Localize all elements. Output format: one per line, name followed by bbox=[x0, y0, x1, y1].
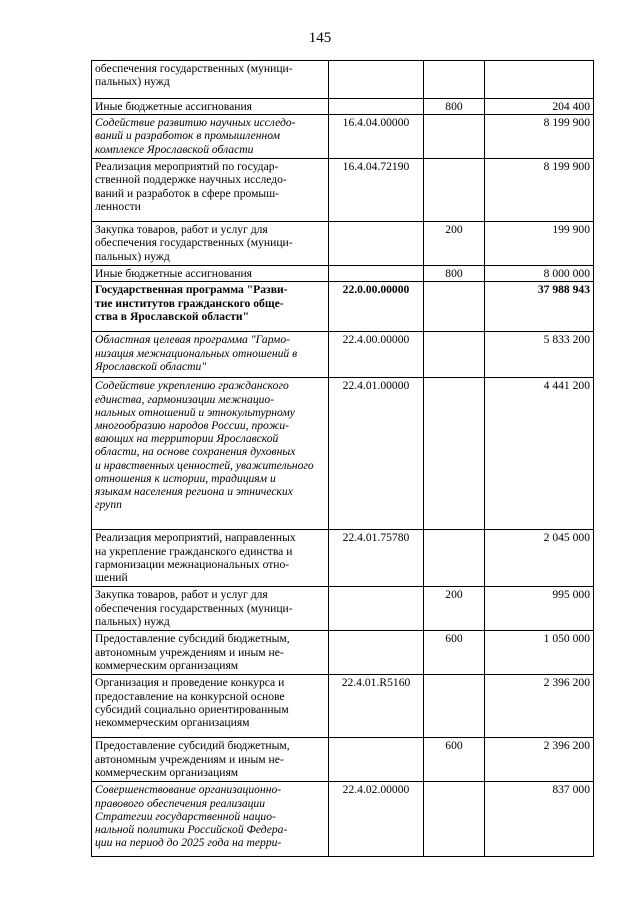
row-name-cell: Закупка товаров, работ и услуг для обеспечения государственных (муници- пальных) нужд bbox=[92, 222, 329, 266]
row-name-cell: Совершенствование организационно- правового обеспечения реализации Стратегии государственной нацио- нальной политики Российской Федера- ции на период до 2025 года на терри- bbox=[92, 782, 329, 857]
row-amount-cell: 4 441 200 bbox=[485, 378, 594, 530]
table-row bbox=[92, 530, 594, 587]
row-amount-cell: 8 199 900 bbox=[485, 159, 594, 222]
row-name-cell: обеспечения государственных (муници- пальных) нужд bbox=[92, 61, 329, 99]
row-type-cell bbox=[424, 530, 485, 587]
row-code-cell: 16.4.04.72190 bbox=[329, 159, 424, 222]
row-code-cell bbox=[329, 222, 424, 266]
row-code-cell bbox=[329, 99, 424, 115]
row-code-cell: 22.0.00.00000 bbox=[329, 282, 424, 332]
row-name-cell: Содействие развитию научных исследо- ваний и разработок в промышленном комплексе Ярославской области bbox=[92, 115, 329, 159]
row-code-cell: 22.4.00.00000 bbox=[329, 332, 424, 378]
row-name-cell: Реализация мероприятий по государ- ственной поддержке научных исследо- ваний и разработок в сфере промыш- ленности bbox=[92, 159, 329, 222]
table-row bbox=[92, 782, 594, 857]
row-amount-cell: 2 045 000 bbox=[485, 530, 594, 587]
row-amount-cell bbox=[485, 61, 594, 99]
table-row bbox=[92, 332, 594, 378]
row-type-cell bbox=[424, 159, 485, 222]
row-type-cell: 600 bbox=[424, 631, 485, 675]
table-row bbox=[92, 99, 594, 115]
row-type-cell bbox=[424, 61, 485, 99]
row-amount-cell: 8 199 900 bbox=[485, 115, 594, 159]
row-name-cell: Закупка товаров, работ и услуг для обеспечения государственных (муници- пальных) нужд bbox=[92, 587, 329, 631]
row-amount-cell: 2 396 200 bbox=[485, 675, 594, 738]
table-row bbox=[92, 738, 594, 782]
row-type-cell: 800 bbox=[424, 266, 485, 282]
row-amount-cell: 204 400 bbox=[485, 99, 594, 115]
row-code-cell bbox=[329, 61, 424, 99]
row-type-cell bbox=[424, 332, 485, 378]
row-code-cell: 22.4.02.00000 bbox=[329, 782, 424, 857]
row-type-cell bbox=[424, 115, 485, 159]
row-amount-cell: 37 988 943 bbox=[485, 282, 594, 332]
row-name-cell: Иные бюджетные ассигнования bbox=[92, 266, 329, 282]
table-row bbox=[92, 159, 594, 222]
row-name-cell: Государственная программа "Разви- тие институтов гражданского обще- ства в Ярославской области" bbox=[92, 282, 329, 332]
row-amount-cell: 5 833 200 bbox=[485, 332, 594, 378]
row-amount-cell: 2 396 200 bbox=[485, 738, 594, 782]
row-code-cell bbox=[329, 738, 424, 782]
row-name-cell: Иные бюджетные ассигнования bbox=[92, 99, 329, 115]
table-row bbox=[92, 631, 594, 675]
row-amount-cell: 1 050 000 bbox=[485, 631, 594, 675]
table-row bbox=[92, 675, 594, 738]
row-type-cell bbox=[424, 282, 485, 332]
row-name-cell: Областная целевая программа "Гармо- низация межнациональных отношений в Ярославской области" bbox=[92, 332, 329, 378]
row-name-cell: Реализация мероприятий, направленных на укрепление гражданского единства и гармонизации межнациональных отно- шений bbox=[92, 530, 329, 587]
row-type-cell bbox=[424, 378, 485, 530]
row-type-cell bbox=[424, 675, 485, 738]
row-type-cell: 600 bbox=[424, 738, 485, 782]
page-number: 145 bbox=[308, 30, 332, 46]
row-type-cell bbox=[424, 782, 485, 857]
table-row bbox=[92, 115, 594, 159]
table-row bbox=[92, 61, 594, 99]
row-code-cell: 22.4.01.75780 bbox=[329, 530, 424, 587]
row-name-cell: Предоставление субсидий бюджетным, автономным учреждениям и иным не- коммерческим организациям bbox=[92, 631, 329, 675]
row-name-cell: Организация и проведение конкурса и предоставление на конкурсной основе субсидий социально ориентированным некоммерческим организациям bbox=[92, 675, 329, 738]
row-code-cell: 22.4.01.00000 bbox=[329, 378, 424, 530]
row-type-cell: 800 bbox=[424, 99, 485, 115]
row-type-cell: 200 bbox=[424, 222, 485, 266]
row-code-cell: 22.4.01.R5160 bbox=[329, 675, 424, 738]
row-code-cell: 16.4.04.00000 bbox=[329, 115, 424, 159]
table-row bbox=[92, 282, 594, 332]
row-name-cell: Содействие укреплению гражданского единства, гармонизации межнацио- нальных отношений и этнокультурному многообразию народов России, прожи- вающих на территории Ярославской области, на основе сохранения духовных и нравственных ценностей, уважительного отношения к истории, традициям и языкам населения региона и этнических групп bbox=[92, 378, 329, 530]
table-row bbox=[92, 222, 594, 266]
row-code-cell bbox=[329, 631, 424, 675]
table-body bbox=[92, 61, 594, 857]
row-amount-cell: 837 000 bbox=[485, 782, 594, 857]
row-amount-cell: 8 000 000 bbox=[485, 266, 594, 282]
row-type-cell: 200 bbox=[424, 587, 485, 631]
budget-table bbox=[91, 60, 594, 857]
row-code-cell bbox=[329, 587, 424, 631]
row-code-cell bbox=[329, 266, 424, 282]
row-amount-cell: 995 000 bbox=[485, 587, 594, 631]
table-row bbox=[92, 587, 594, 631]
table-row bbox=[92, 266, 594, 282]
row-name-cell: Предоставление субсидий бюджетным, автономным учреждениям и иным не- коммерческим организациям bbox=[92, 738, 329, 782]
table-row bbox=[92, 378, 594, 530]
row-amount-cell: 199 900 bbox=[485, 222, 594, 266]
